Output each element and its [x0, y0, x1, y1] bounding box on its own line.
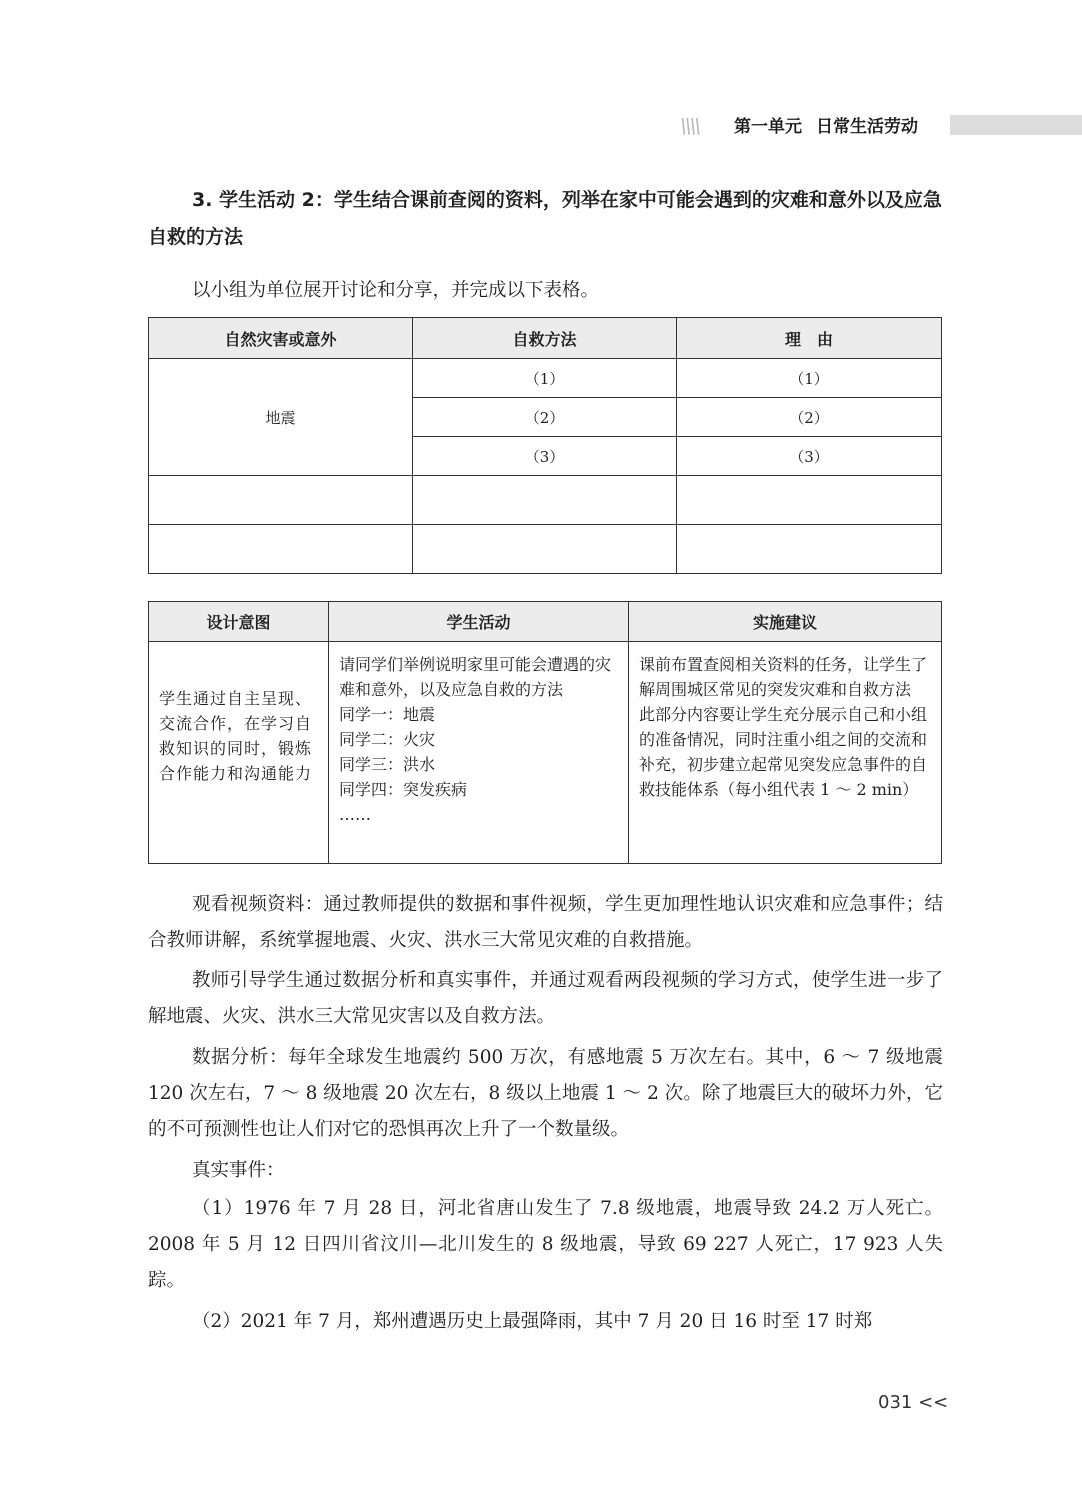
activity-cell	[329, 642, 629, 864]
column-header: 自救方法	[413, 318, 677, 359]
blank-cell	[677, 476, 942, 525]
column-header: 设计意图	[149, 602, 329, 642]
reason-cell: （2）	[677, 398, 942, 437]
header-unit-title: 日常生活劳动	[816, 117, 918, 137]
header-bar	[950, 115, 1082, 135]
blank-cell	[149, 476, 413, 525]
table-row	[149, 359, 942, 398]
header-unit: 第一单元	[734, 117, 802, 137]
blank-cell	[413, 476, 677, 525]
header-title	[734, 112, 918, 137]
body-paragraph: 教师引导学生通过数据分析和真实事件，并通过观看两段视频的学习方式，使学生进一步了解地震、火灾、洪水三大常见灾害以及自救方法。	[148, 970, 943, 1027]
page-number: 031 <<	[878, 1392, 949, 1413]
table-header-row	[149, 602, 942, 642]
running-header	[0, 112, 1082, 142]
column-header: 实施建议	[629, 602, 942, 642]
blank-row	[149, 476, 942, 525]
body-paragraph: （1）1976 年 7 月 28 日，河北省唐山发生了 7.8 级地震，地震导致 24.2 万人死亡。2008 年 5 月 12 日四川省汶川—北川发生的 8 级地震，导致 69 227 人死亡，17 923 人失踪。	[148, 1198, 943, 1291]
blank-row	[149, 525, 942, 574]
design-table	[148, 601, 942, 864]
blank-cell	[149, 525, 413, 574]
section-heading: 3. 学生活动 2：学生结合课前查阅的资料，列举在家中可能会遇到的灾难和意外以及应急自救的方法	[148, 189, 942, 248]
column-header: 理 由	[677, 318, 942, 359]
activity-line: 同学一：地震	[339, 705, 436, 724]
blank-cell	[413, 525, 677, 574]
suggestion-cell	[629, 642, 942, 864]
intro-paragraph: 以小组为单位展开讨论和分享，并完成以下表格。	[192, 280, 600, 301]
body-paragraph: 真实事件：	[192, 1160, 285, 1181]
body-paragraph: 数据分析：每年全球发生地震约 500 万次，有感地震 5 万次左右。其中，6 ～ 7 级地震 120 次左右，7 ～ 8 级地震 20 次左右，8 级以上地震 1 ～ 2 次。除了地震巨大的破坏力外，它的不可预测性也让人们对它的恐惧再次上升了一个数量级。	[148, 1047, 943, 1140]
activity-line: 同学三：洪水	[339, 755, 436, 774]
activity-line: 同学四：突发疾病	[339, 780, 468, 799]
reason-cell: （3）	[677, 437, 942, 476]
suggestion-line: 课前布置查阅相关资料的任务，让学生了解周围城区常见的突发灾难和自救方法	[639, 655, 928, 699]
method-cell: （3）	[413, 437, 677, 476]
blank-cell	[677, 525, 942, 574]
table-header-row	[149, 318, 942, 359]
method-cell: （2）	[413, 398, 677, 437]
disaster-table	[148, 317, 942, 574]
activity-line: 请同学们举例说明家里可能会遭遇的灾难和意外，以及应急自救的方法	[339, 655, 612, 699]
method-cell: （1）	[413, 359, 677, 398]
header-decoration: \\\\	[680, 114, 699, 138]
suggestion-line: 此部分内容要让学生充分展示自己和小组的准备情况，同时注重小组之间的交流和补充，初步建立起常见突发应急事件的自救技能体系（每小组代表 1 ～ 2 min）	[639, 705, 928, 799]
intent-cell: 学生通过自主呈现、交流合作，在学习自救知识的同时，锻炼合作能力和沟通能力	[149, 642, 329, 864]
disaster-cell: 地震	[149, 359, 413, 476]
table-row	[149, 642, 942, 864]
activity-line: 同学二：火灾	[339, 730, 436, 749]
body-paragraph: （2）2021 年 7 月，郑州遭遇历史上最强降雨，其中 7 月 20 日 16 时至 17 时郑	[192, 1311, 873, 1332]
column-header: 自然灾害或意外	[149, 318, 413, 359]
column-header: 学生活动	[329, 602, 629, 642]
activity-line: ……	[339, 805, 371, 824]
reason-cell: （1）	[677, 359, 942, 398]
body-paragraph: 观看视频资料：通过教师提供的数据和事件视频，学生更加理性地认识灾难和应急事件；结合教师讲解，系统掌握地震、火灾、洪水三大常见灾难的自救措施。	[148, 894, 943, 951]
